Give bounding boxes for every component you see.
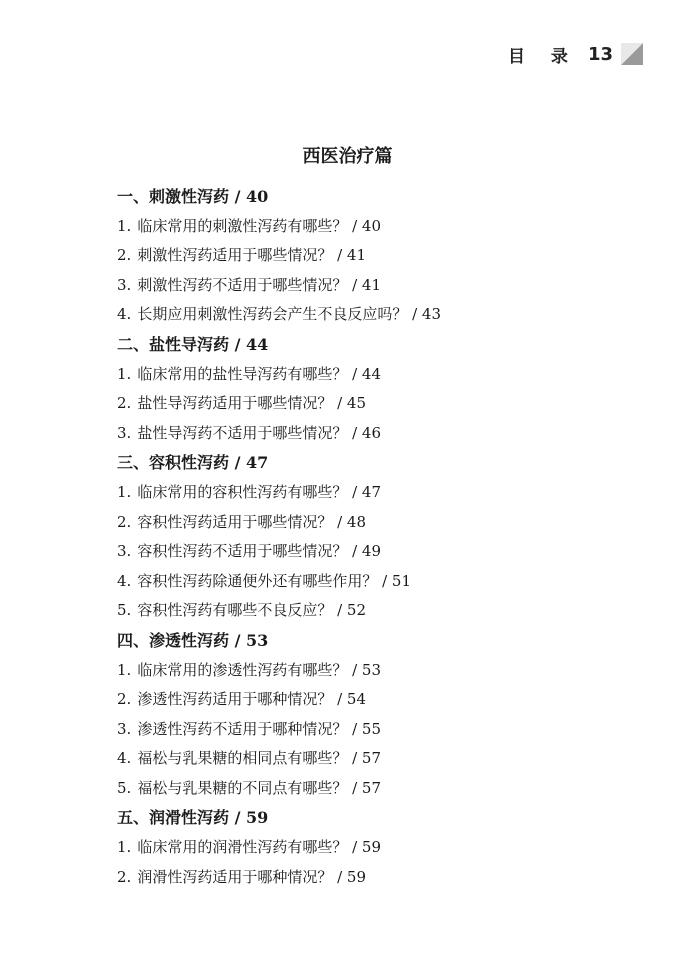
toc-entry[interactable] [117, 833, 655, 863]
toc-entry[interactable] [117, 419, 655, 449]
toc-entry-text: 容积性泻药适用于哪些情况？ / 48 [137, 512, 366, 531]
toc-entry-number: 4. [117, 305, 132, 324]
toc-heading-text: 四、渗透性泻药 / 53 [117, 630, 269, 650]
toc-entry-number: 3. [117, 423, 132, 442]
toc-entry-text: 刺激性泻药适用于哪些情况？ / 41 [137, 246, 366, 265]
toc-entry[interactable] [117, 508, 655, 538]
toc-entry-number: 4. [117, 571, 132, 590]
toc-entry[interactable] [117, 300, 655, 330]
toc-entry[interactable] [117, 774, 655, 804]
toc-entry-number: 3. [117, 719, 132, 738]
toc-entry-text: 临床常用的容积性泻药有哪些？ / 47 [137, 482, 381, 501]
running-head [508, 40, 643, 68]
toc-entry-text: 渗透性泻药适用于哪种情况？ / 54 [137, 690, 366, 709]
toc-entry[interactable] [117, 360, 655, 390]
toc-entry-number: 1. [117, 660, 132, 679]
toc-entry-text: 临床常用的刺激性泻药有哪些？ / 40 [137, 216, 381, 235]
toc-heading-text: 五、润滑性泻药 / 59 [117, 808, 269, 828]
section-title: 西医治疗篇 [302, 146, 393, 167]
toc-entry-number: 2. [117, 246, 132, 265]
toc-entry-number: 1. [117, 364, 132, 383]
running-head-label: 目 录 [508, 46, 578, 67]
toc-entry[interactable] [117, 389, 655, 419]
toc-chapter-heading[interactable] [117, 626, 655, 656]
toc-entry[interactable] [117, 685, 655, 715]
toc-entry-text: 渗透性泻药不适用于哪种情况？ / 55 [137, 719, 381, 738]
toc-entry-number: 2. [117, 512, 132, 531]
toc-entry-text: 临床常用的渗透性泻药有哪些？ / 53 [137, 660, 381, 679]
toc-entry-text: 长期应用刺激性泻药会产生不良反应吗？ / 43 [137, 305, 441, 324]
toc-entry[interactable] [117, 863, 655, 893]
toc-entry[interactable] [117, 212, 655, 242]
toc-heading-text: 三、容积性泻药 / 47 [117, 453, 269, 473]
toc-entry-text: 临床常用的润滑性泻药有哪些？ / 59 [137, 838, 381, 857]
toc-entry-text: 福松与乳果糖的不同点有哪些？ / 57 [137, 778, 381, 797]
toc-entry-number: 1. [117, 838, 132, 857]
toc-entry-number: 1. [117, 216, 132, 235]
toc-heading-text: 一、刺激性泻药 / 40 [117, 187, 269, 206]
toc-chapter-heading[interactable] [117, 330, 655, 360]
page-number: 13 [587, 43, 613, 65]
toc-entry-number: 2. [117, 867, 132, 886]
toc-entry[interactable] [117, 596, 655, 626]
toc-entry-text: 容积性泻药不适用于哪些情况？ / 49 [137, 542, 381, 561]
table-of-contents [117, 182, 655, 892]
toc-heading-text: 二、盐性导泻药 / 44 [117, 334, 269, 354]
toc-entry-number: 5. [117, 778, 132, 797]
toc-entry-text: 福松与乳果糖的相同点有哪些？ / 57 [137, 749, 381, 768]
toc-chapter-heading[interactable] [117, 803, 655, 833]
toc-entry-text: 刺激性泻药不适用于哪些情况？ / 41 [137, 275, 381, 294]
toc-entry-number: 5. [117, 601, 132, 620]
toc-entry-number: 3. [117, 542, 132, 561]
toc-entry-text: 临床常用的盐性导泻药有哪些？ / 44 [137, 364, 381, 383]
toc-entry-text: 盐性导泻药适用于哪些情况？ / 45 [137, 394, 366, 413]
toc-entry[interactable] [117, 567, 655, 597]
toc-entry-number: 2. [117, 394, 132, 413]
toc-entry[interactable] [117, 478, 655, 508]
toc-entry-text: 盐性导泻药不适用于哪些情况？ / 46 [137, 423, 381, 442]
toc-entry-number: 4. [117, 749, 132, 768]
toc-entry[interactable] [117, 715, 655, 745]
toc-entry[interactable] [117, 656, 655, 686]
toc-entry[interactable] [117, 744, 655, 774]
toc-entry-number: 3. [117, 275, 132, 294]
toc-chapter-heading[interactable] [117, 448, 655, 478]
toc-entry[interactable] [117, 241, 655, 271]
toc-entry-text: 容积性泻药有哪些不良反应？ / 52 [137, 601, 366, 620]
toc-entry[interactable] [117, 537, 655, 567]
toc-entry-text: 润滑性泻药适用于哪种情况？ / 59 [137, 867, 366, 886]
toc-entry-number: 2. [117, 690, 132, 709]
toc-entry[interactable] [117, 271, 655, 301]
corner-triangle-icon [621, 43, 643, 65]
toc-entry-text: 容积性泻药除通便外还有哪些作用？ / 51 [137, 571, 411, 590]
toc-entry-number: 1. [117, 482, 132, 501]
toc-chapter-heading[interactable] [117, 182, 655, 212]
